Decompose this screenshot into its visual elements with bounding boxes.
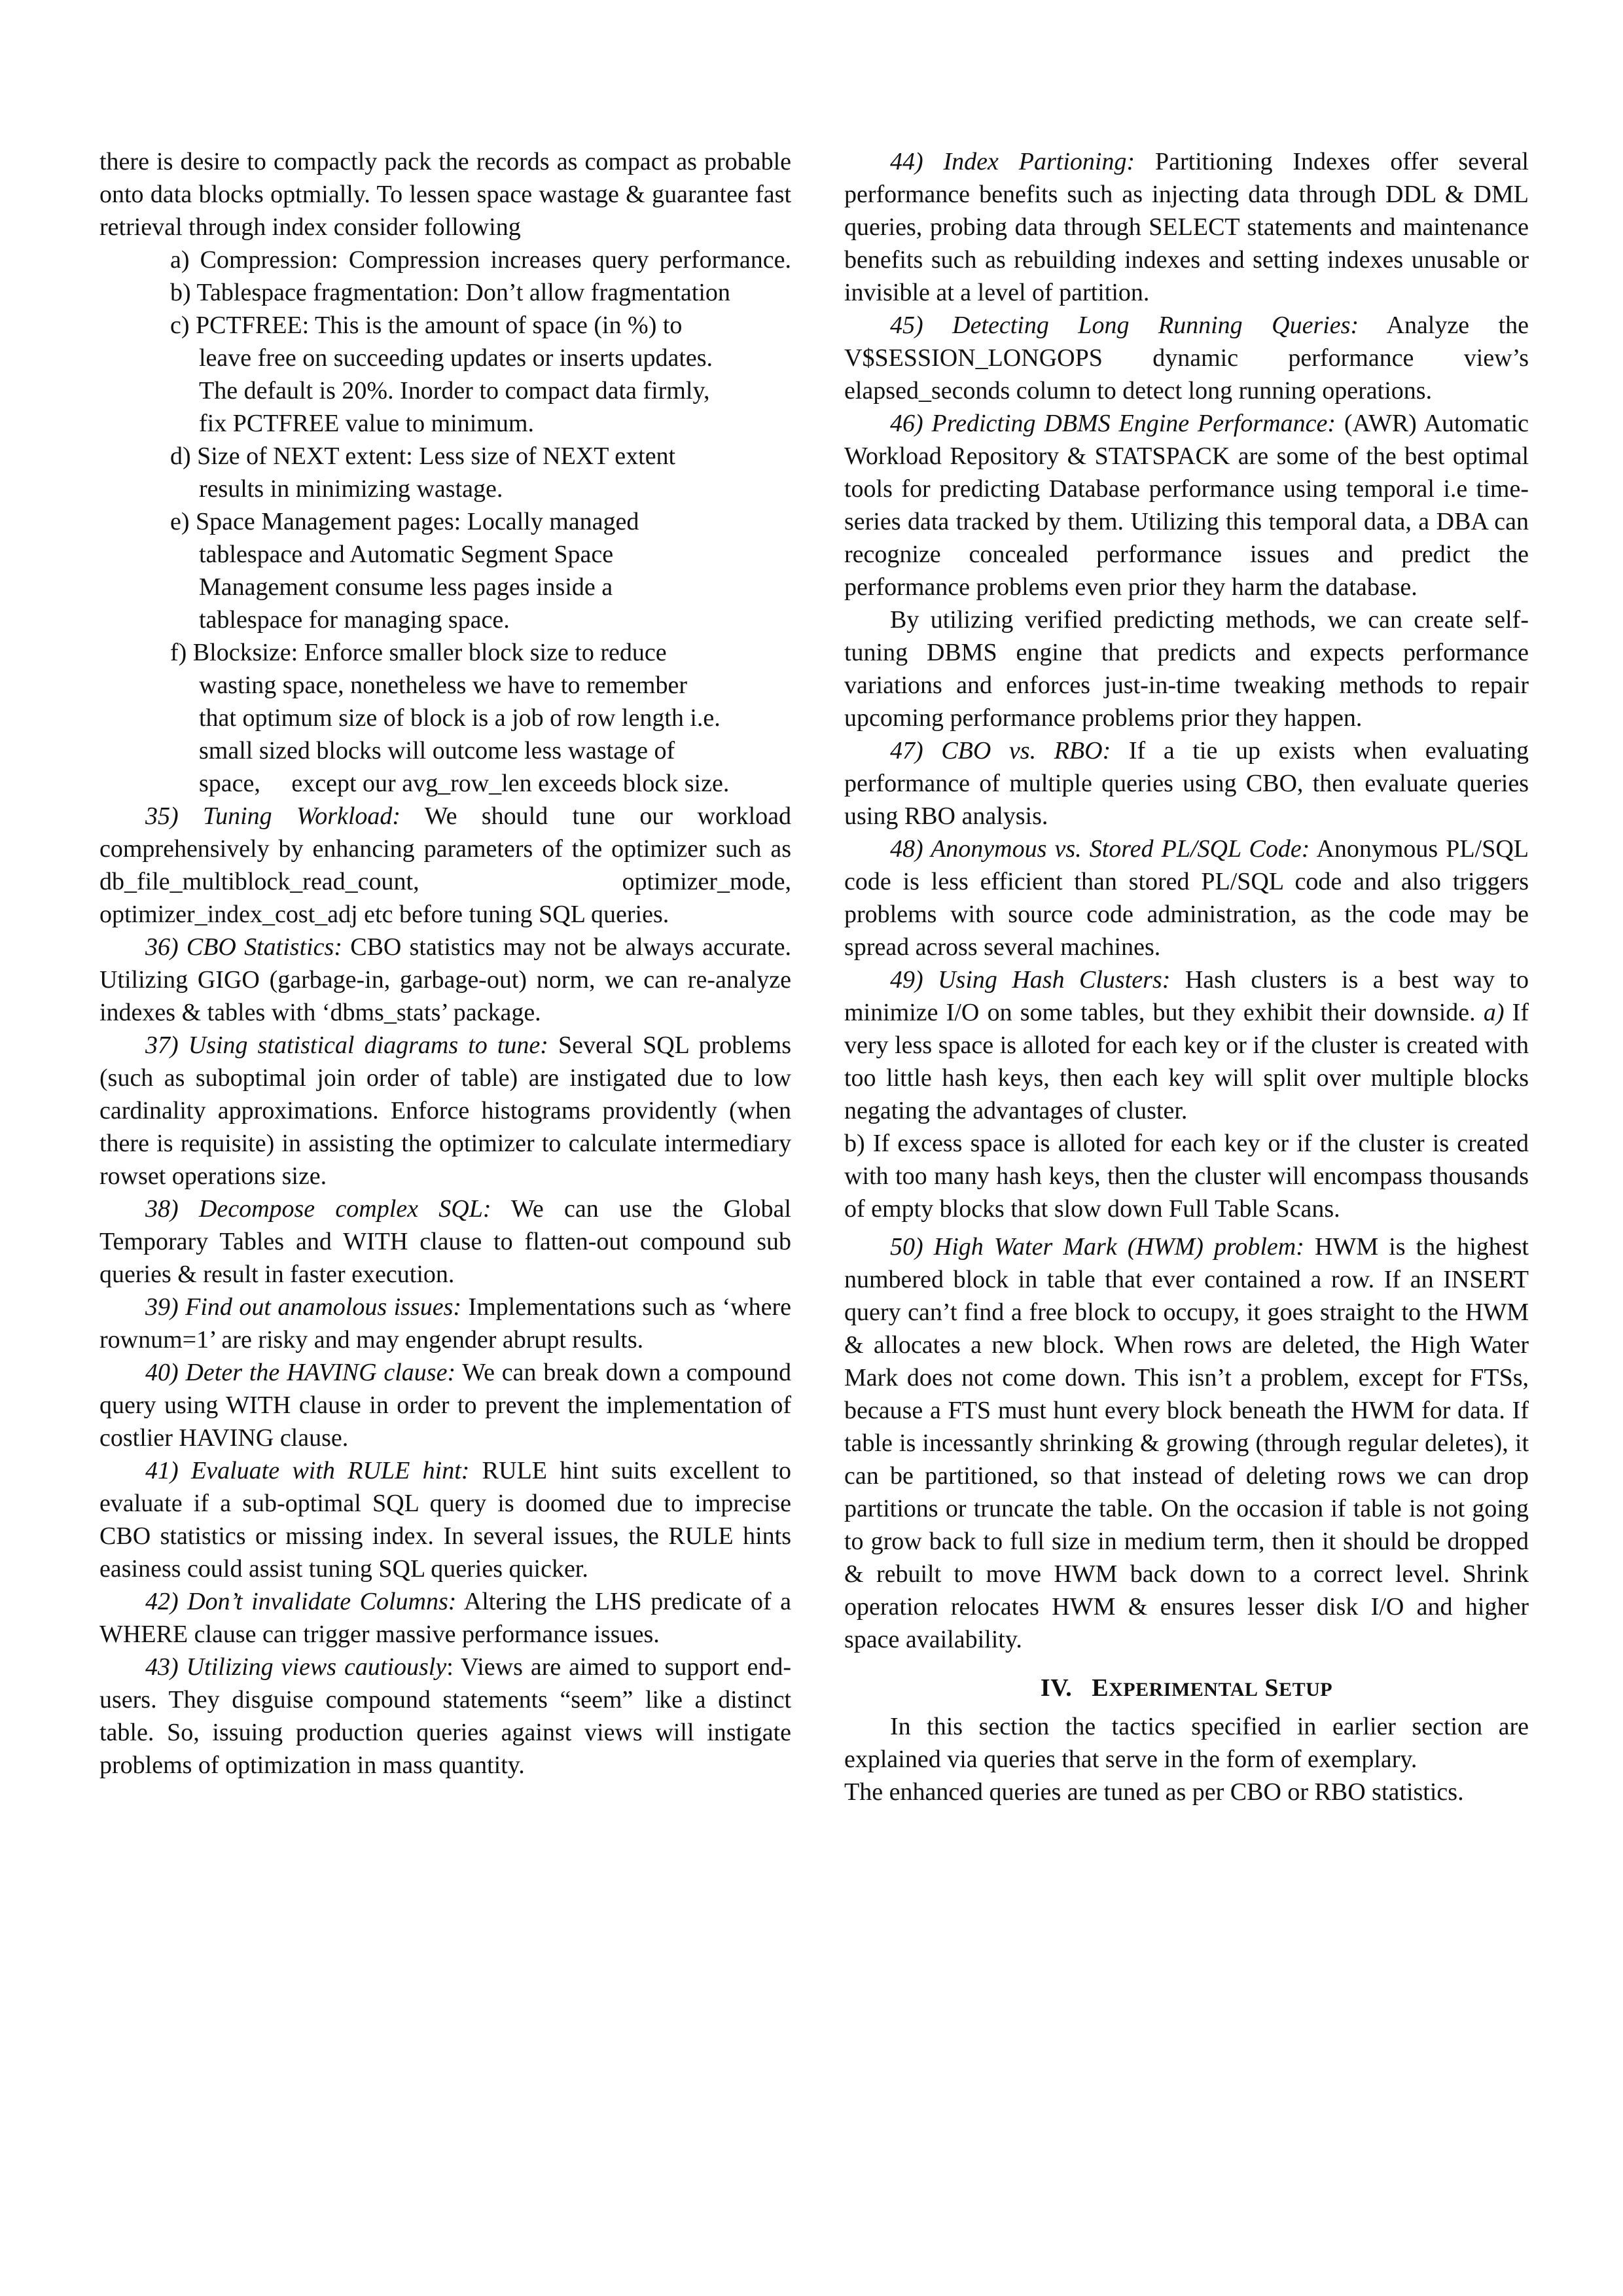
section-paragraph: In this section the tactics specified in earlier section are explained via queries that serve in the form of exemplary. <box>844 1713 1529 1773</box>
paragraph-47 <box>844 734 1529 833</box>
item-d-line: results in minimizing wastage. <box>199 475 503 503</box>
paragraph-46-continued: By utilizing verified predicting methods, we can create self-tuning DBMS engine that predicts and expects performance variations and enforces just-in-time tweaking methods to repair upcoming performance problems prior they happen. <box>844 606 1529 732</box>
section-title-rest-1: XPERIMENTAL <box>1109 1679 1258 1700</box>
paragraph-49-text: Hash clusters is a best way to minimize I/O on some tables, but they exhibit their downside. <box>844 966 1529 1026</box>
paragraph-49 <box>844 963 1529 1127</box>
paragraph-37 <box>99 1029 791 1193</box>
section-title-initial-1: E <box>1092 1674 1109 1702</box>
paragraph-39-title: 39) Find out anamolous issues: <box>145 1293 462 1321</box>
paragraph-42-title: 42) Don’t invalidate Columns: <box>145 1588 457 1615</box>
paragraph-46-text: (AWR) Automatic Workload Repository & STATSPACK are some of the best optimal tools for predicting Database performance using temporal i.e time-series data tracked by them. Utilizing this temporal data, a DBA can recognize concealed performance issues and predict the performance problems even prior they harm the database. <box>844 410 1529 601</box>
item-e-line: tablespace and Automatic Segment Space <box>199 541 614 568</box>
paragraph-40-text: We can break down a compound query using WITH clause in order to prevent the implementation of costlier HAVING clause. <box>99 1359 791 1452</box>
section-paragraph-2: The enhanced queries are tuned as per CBO or RBO statistics. <box>844 1778 1464 1806</box>
item-e <box>170 505 791 636</box>
paragraph-50-text: HWM is the highest numbered block in table that ever contained a row. If an INSERT query can’t find a free block to occupy, it goes straight to the HWM & allocates a new block. When rows are deleted, the High Water Mark does not come down. This isn’t a problem, except for FTSs, because a FTS must hunt every block beneath the HWM for data. If table is incessantly shrinking & growing (through regular deletes), it can be partitioned, so that instead of deleting rows we can drop partitions or truncate the table. On the occasion if table is not going to grow back to full size in medium term, then it should be dropped & rebuilt to move HWM back down to a correct level. Shrink operation relocates HWM & ensures lesser disk I/O and higher space availability. <box>844 1233 1529 1653</box>
item-c-line: c) PCTFREE: This is the amount of space (in %) to <box>170 312 683 339</box>
paragraph-41-text: RULE hint suits excellent to evaluate if a sub-optimal SQL query is doomed due to imprecise CBO statistics or missing index. In several issues, the RULE hints easiness could assist tuning SQL queries quicker. <box>99 1457 792 1583</box>
paragraph-42 <box>99 1585 791 1651</box>
paragraph-45-text: Analyze the V$SESSION_LONGOPS dynamic performance view’s elapsed_seconds column to detect long running operations. <box>844 312 1529 404</box>
item-e-line: tablespace for managing space. <box>199 606 510 634</box>
paragraph-47-title: 47) CBO vs. RBO: <box>890 737 1111 764</box>
section-title-initial-2: S <box>1264 1674 1279 1702</box>
item-c <box>170 309 791 440</box>
item-f-line: space, except our avg_row_len exceeds block size. <box>199 770 730 797</box>
paragraph-38-text: We can use the Global Temporary Tables and WITH clause to flatten-out compound sub queries & result in faster execution. <box>99 1195 791 1288</box>
paragraph-41 <box>99 1454 791 1585</box>
item-f-line: f) Blocksize: Enforce smaller block size to reduce <box>170 639 667 666</box>
paragraph-38 <box>99 1193 791 1291</box>
paragraph-42-text: Altering the LHS predicate of a WHERE clause can trigger massive performance issues. <box>99 1588 791 1648</box>
paragraph-36-text: CBO statistics may not be always accurate. Utilizing GIGO (garbage-in, garbage-out) norm, we can re-analyze indexes & tables with ‘dbms_stats’ package. <box>99 933 791 1026</box>
paragraph-35-title: 35) Tuning Workload: <box>145 802 401 830</box>
item-e-line: e) Space Management pages: Locally managed <box>170 508 639 535</box>
paragraph-35 <box>99 800 791 931</box>
item-f-line: wasting space, nonetheless we have to remember <box>199 672 688 699</box>
item-c-line: The default is 20%. Inorder to compact data firmly, <box>199 377 710 404</box>
paragraph-37-text: Several SQL problems (such as suboptimal join order of table) are instigated due to low cardinality approximations. Enforce histograms providently (when there is requisite) in assisting the optimizer to calculate intermediary rowset operations size. <box>99 1031 791 1190</box>
paragraph-35-text: We should tune our workload comprehensively by enhancing parameters of the optimizer such as db_file_multiblock_read_count, optimizer_mode, optimizer_index_cost_adj etc before tuning SQL queries. <box>99 802 792 928</box>
section-title-rest-2: ETUP <box>1279 1679 1333 1700</box>
item-c-line: fix PCTFREE value to minimum. <box>199 410 534 437</box>
item-f <box>170 636 791 800</box>
paragraph-47-text: If a tie up exists when evaluating performance of multiple queries using CBO, then evaluate queries using RBO analysis. <box>844 737 1529 830</box>
paragraph-48 <box>844 833 1529 963</box>
paragraph-40 <box>99 1356 791 1454</box>
paragraph-43-title: 43) Utilizing views cautiously <box>145 1653 447 1681</box>
paragraph-36-title: 36) CBO Statistics: <box>145 933 342 961</box>
paragraph-41-title: 41) Evaluate with RULE hint: <box>145 1457 470 1484</box>
item-f-line: that optimum size of block is a job of row length i.e. <box>199 704 721 732</box>
paragraph-44-title: 44) Index Partioning: <box>890 148 1135 175</box>
left-column <box>99 145 791 1782</box>
paragraph-49-a-label: a) <box>1483 999 1505 1026</box>
paragraph-46 <box>844 407 1529 603</box>
paragraph-36 <box>99 931 791 1029</box>
paragraph-44-text: Partitioning Indexes offer several performance benefits such as injecting data through DDL & DML queries, probing data through SELECT statements and maintenance benefits such as rebuilding indexes and setting indexes unusable or invisible at a level of partition. <box>844 148 1529 306</box>
paragraph-38-title: 38) Decompose complex SQL: <box>145 1195 491 1223</box>
item-c-line: leave free on succeeding updates or inserts updates. <box>199 344 713 372</box>
item-d <box>170 440 791 505</box>
item-a-label: a) Compression: <box>170 246 338 274</box>
paragraph-39-text: Implementations such as ‘where rownum=1’ are risky and may engender abrupt results. <box>99 1293 791 1354</box>
section-heading <box>844 1672 1529 1706</box>
paragraph-40-title: 40) Deter the HAVING clause: <box>145 1359 456 1386</box>
paragraph-37-title: 37) Using statistical diagrams to tune: <box>145 1031 548 1059</box>
paragraph-48-title: 48) Anonymous vs. Stored PL/SQL Code: <box>890 835 1310 863</box>
paragraph-39 <box>99 1291 791 1356</box>
paragraph-45-title: 45) Detecting Long Running Queries: <box>890 312 1359 339</box>
paragraph-50-title: 50) High Water Mark (HWM) problem: <box>890 1233 1304 1261</box>
item-d-line: d) Size of NEXT extent: Less size of NEXT extent <box>170 442 676 470</box>
paragraph-44 <box>844 145 1529 309</box>
paragraph-49-title: 49) Using Hash Clusters: <box>890 966 1171 994</box>
paragraph-48-text: Anonymous PL/SQL code is less efficient than stored PL/SQL code and also triggers problems with source code administration, as the code may be spread across several machines. <box>844 835 1529 961</box>
paragraph-49-a-text: If very less space is alloted for each key or if the cluster is created with too little hash keys, then each key will split over multiple blocks negating the advantages of cluster. <box>844 999 1529 1124</box>
paragraph-50 <box>844 1230 1529 1656</box>
item-a-text: Compression increases query performance. <box>348 246 791 274</box>
section-number: IV. <box>1040 1674 1073 1702</box>
paragraph-45 <box>844 309 1529 407</box>
item-b: b) Tablespace fragmentation: Don’t allow fragmentation <box>170 279 730 306</box>
item-f-line: small sized blocks will outcome less wastage of <box>199 737 675 764</box>
paragraph-46-title: 46) Predicting DBMS Engine Performance: <box>890 410 1336 437</box>
item-a <box>99 243 791 276</box>
intro-paragraph: there is desire to compactly pack the records as compact as probable onto data blocks optmially. To lessen space wastage & guarantee fast retrieval through index consider following <box>99 148 791 241</box>
paragraph-43 <box>99 1651 791 1782</box>
item-e-line: Management consume less pages inside a <box>199 573 613 601</box>
right-column <box>844 145 1529 1808</box>
paragraph-49-b: b) If excess space is alloted for each key or if the cluster is created with too many hash keys, then the cluster will encompass thousands of empty blocks that slow down Full Table Scans. <box>844 1130 1529 1223</box>
paragraph-43-text: : Views are aimed to support end-users. They disguise compound statements “seem” like a distinct table. So, issuing production queries against views will instigate problems of optimization in mass quantity. <box>99 1653 792 1779</box>
